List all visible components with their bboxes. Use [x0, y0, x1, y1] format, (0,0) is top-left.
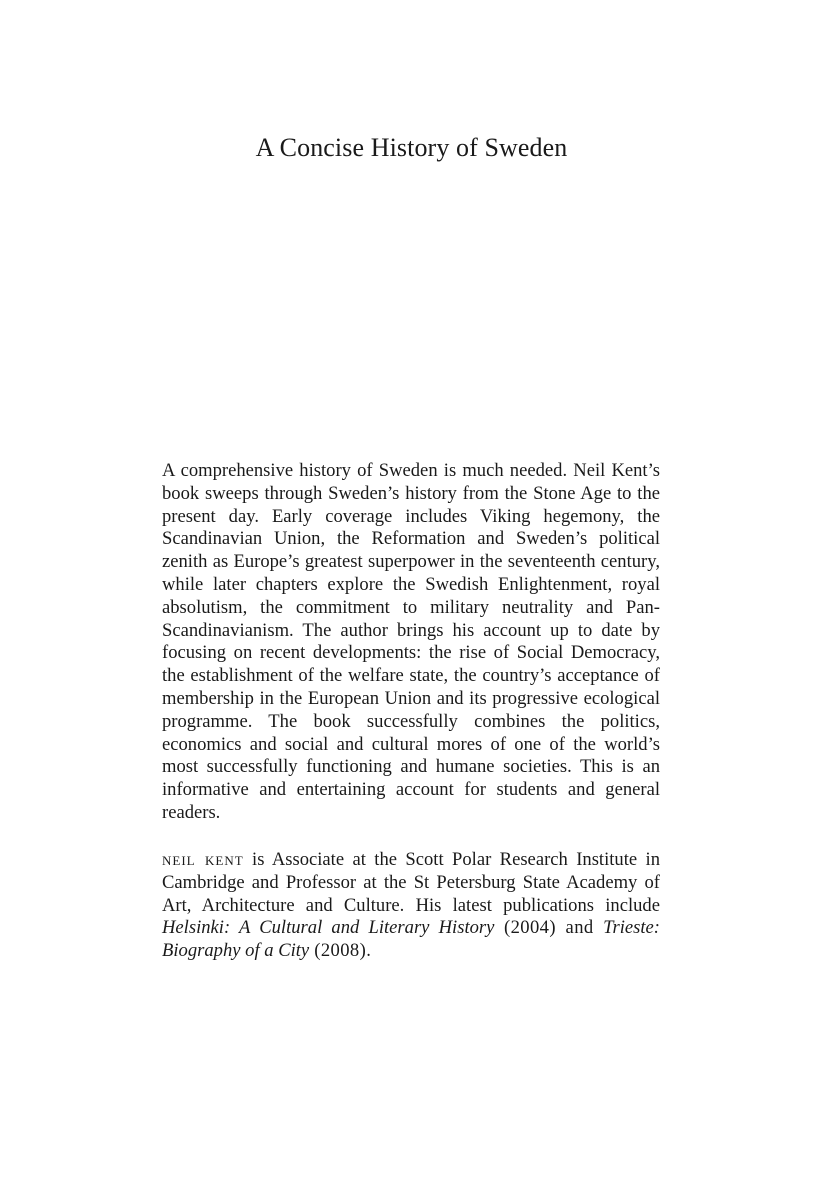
author-bio	[162, 849, 660, 963]
publication-title-1: Helsinki: A Cultural and Literary History	[162, 917, 495, 939]
book-description: A comprehensive history of Sweden is much needed. Neil Kent’s book sweeps through Sweden’s history from the Stone Age to the present day. Early coverage includes Viking hegemony, the Scandinavian Union, the Reformation and Sweden’s political zenith as Europe’s greatest superpower in the seventeenth century, while later chapters explore the Swedish Enlightenment, royal absolutism, the commitment to military neutrality and Pan-Scandinavianism. The author brings his account up to date by focusing on recent developments: the rise of Social Democracy, the establishment of the welfare state, the country’s acceptance of membership in the European Union and its progressive ecological programme. The book successfully combines the politics, economics and social and cultural mores of one of the world’s most successfully functioning and humane societies. This is an informative and entertaining account for students and general readers.	[162, 460, 660, 823]
publication-year-2: (2008).	[309, 940, 372, 962]
publication-year-1: (2004) and	[494, 917, 604, 939]
book-title: A Concise History of Sweden	[255, 133, 568, 162]
bio-text-part-1: is Associate at the Scott Polar Research Institute in Cambridge and Professor at the St Petersburg State Academy of Art, Architecture and Culture. His latest publications include	[162, 849, 660, 916]
publication-title-2: Trieste: Biography of a City	[162, 917, 660, 962]
author-name: neil kent	[162, 849, 244, 870]
